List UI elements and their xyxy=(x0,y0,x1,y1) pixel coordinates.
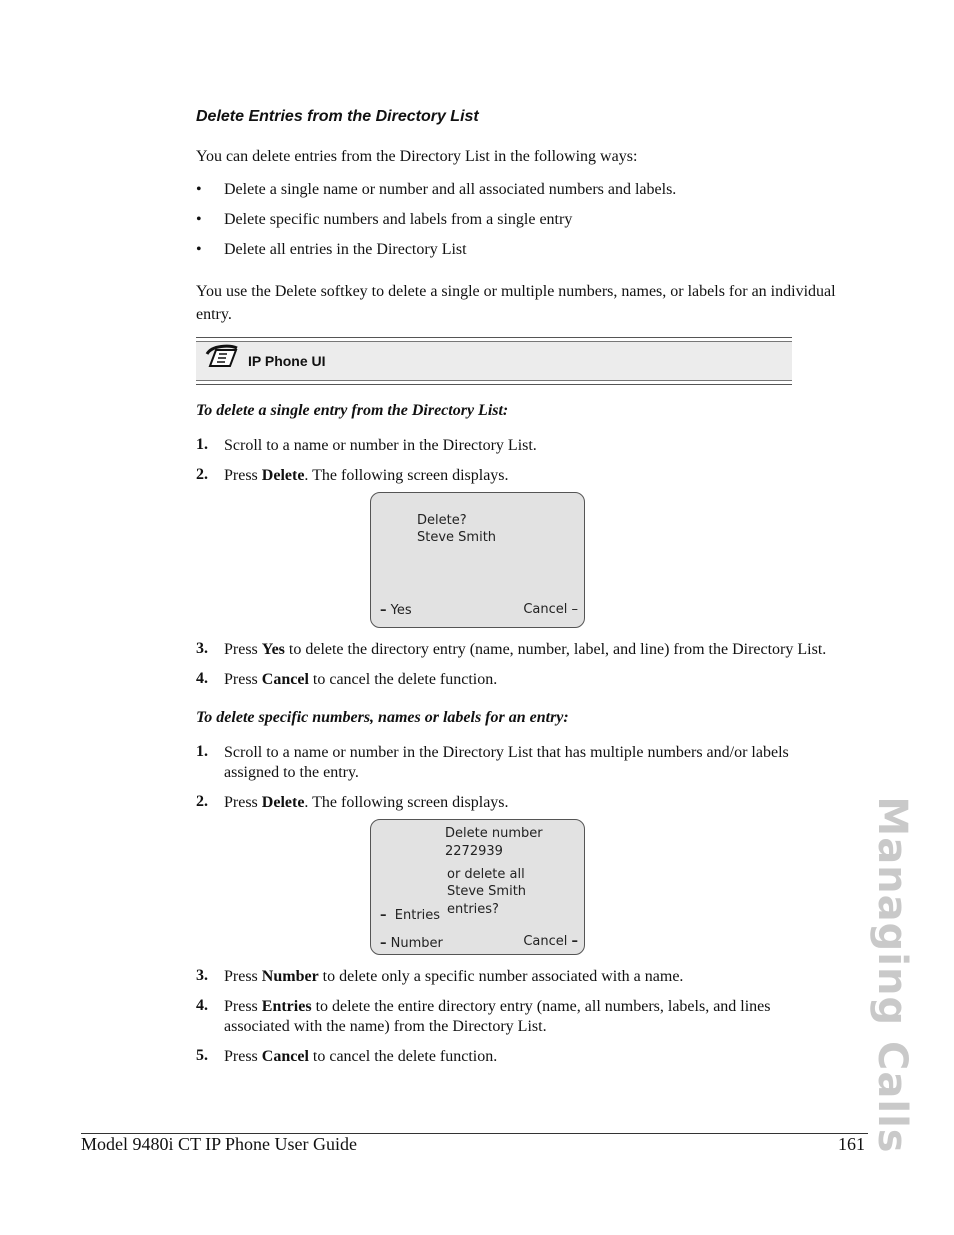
page-number: 161 xyxy=(838,1134,865,1154)
bullet-glyph: • xyxy=(196,181,202,198)
step-text: Press Number to delete only a specific number associated with a name. xyxy=(224,968,684,985)
footer-title: Model 9480i CT IP Phone User Guide xyxy=(81,1134,357,1154)
bullet-glyph: • xyxy=(196,211,202,228)
ip-phone-ui-bar xyxy=(196,337,792,385)
bullet-item: Delete specific numbers and labels from a single entry xyxy=(224,211,573,228)
ui-bar-label: IP Phone UI xyxy=(248,353,326,369)
step-text: Press Yes to delete the directory entry (name, number, label, and line) from the Directory List. xyxy=(224,641,827,658)
step-number: 5. xyxy=(196,1047,208,1064)
step-text: Press Entries to delete the entire directory entry (name, all numbers, labels, and lines associated with the name) from the Directory List. xyxy=(224,998,771,1035)
screen-line: or delete all xyxy=(447,867,525,882)
intro-text: You can delete entries from the Directory List in the following ways: xyxy=(196,148,638,165)
step-number: 2. xyxy=(196,466,208,483)
step-text: Press Cancel to cancel the delete function. xyxy=(224,671,498,688)
body-paragraph: You use the Delete softkey to delete a single or multiple numbers, names, or labels for an individual entry. xyxy=(196,283,836,323)
step-text: Press Delete. The following screen displays. xyxy=(224,794,509,811)
step-number: 4. xyxy=(196,997,208,1014)
phone-icon xyxy=(204,344,240,377)
screen-line: Delete number xyxy=(445,826,543,841)
bullet-item: Delete all entries in the Directory List xyxy=(224,241,467,258)
softkey-yes[interactable]: – Yes xyxy=(380,603,412,618)
phone-screen-delete-number xyxy=(370,819,585,955)
step-text: Scroll to a name or number in the Directory List that has multiple numbers and/or labels assigned to the entry. xyxy=(224,744,789,781)
screen-line: Steve Smith xyxy=(417,530,497,545)
chapter-title: Managing Calls xyxy=(869,796,915,1154)
screen-line: 2272939 xyxy=(445,844,503,859)
screen-line: entries? xyxy=(447,902,499,917)
step-text: Press Cancel to cancel the delete function. xyxy=(224,1048,498,1065)
chapter-side-tab xyxy=(862,796,922,1154)
step-number: 3. xyxy=(196,967,208,984)
phone-screen-delete-confirm xyxy=(370,492,585,628)
step-text: Press Delete. The following screen displays. xyxy=(224,467,509,484)
procedure-heading: To delete a single entry from the Directory List: xyxy=(196,402,509,419)
step-number: 4. xyxy=(196,670,208,687)
bullet-glyph: • xyxy=(196,241,202,258)
step-number: 1. xyxy=(196,436,208,453)
softkey-number[interactable]: – Number xyxy=(380,936,443,951)
softkey-cancel[interactable]: Cancel – xyxy=(523,602,578,617)
bullet-item: Delete a single name or number and all associated numbers and labels. xyxy=(224,181,677,198)
softkey-cancel[interactable]: Cancel – xyxy=(523,934,578,949)
step-number: 2. xyxy=(196,793,208,810)
step-number: 1. xyxy=(196,743,208,760)
screen-line: Steve Smith xyxy=(447,884,527,899)
step-text: Scroll to a name or number in the Directory List. xyxy=(224,437,537,454)
softkey-entries[interactable]: – Entries xyxy=(380,908,441,923)
screen-line: Delete? xyxy=(417,513,467,528)
section-heading: Delete Entries from the Directory List xyxy=(196,108,479,125)
procedure-heading: To delete specific numbers, names or labels for an entry: xyxy=(196,709,569,726)
step-number: 3. xyxy=(196,640,208,657)
